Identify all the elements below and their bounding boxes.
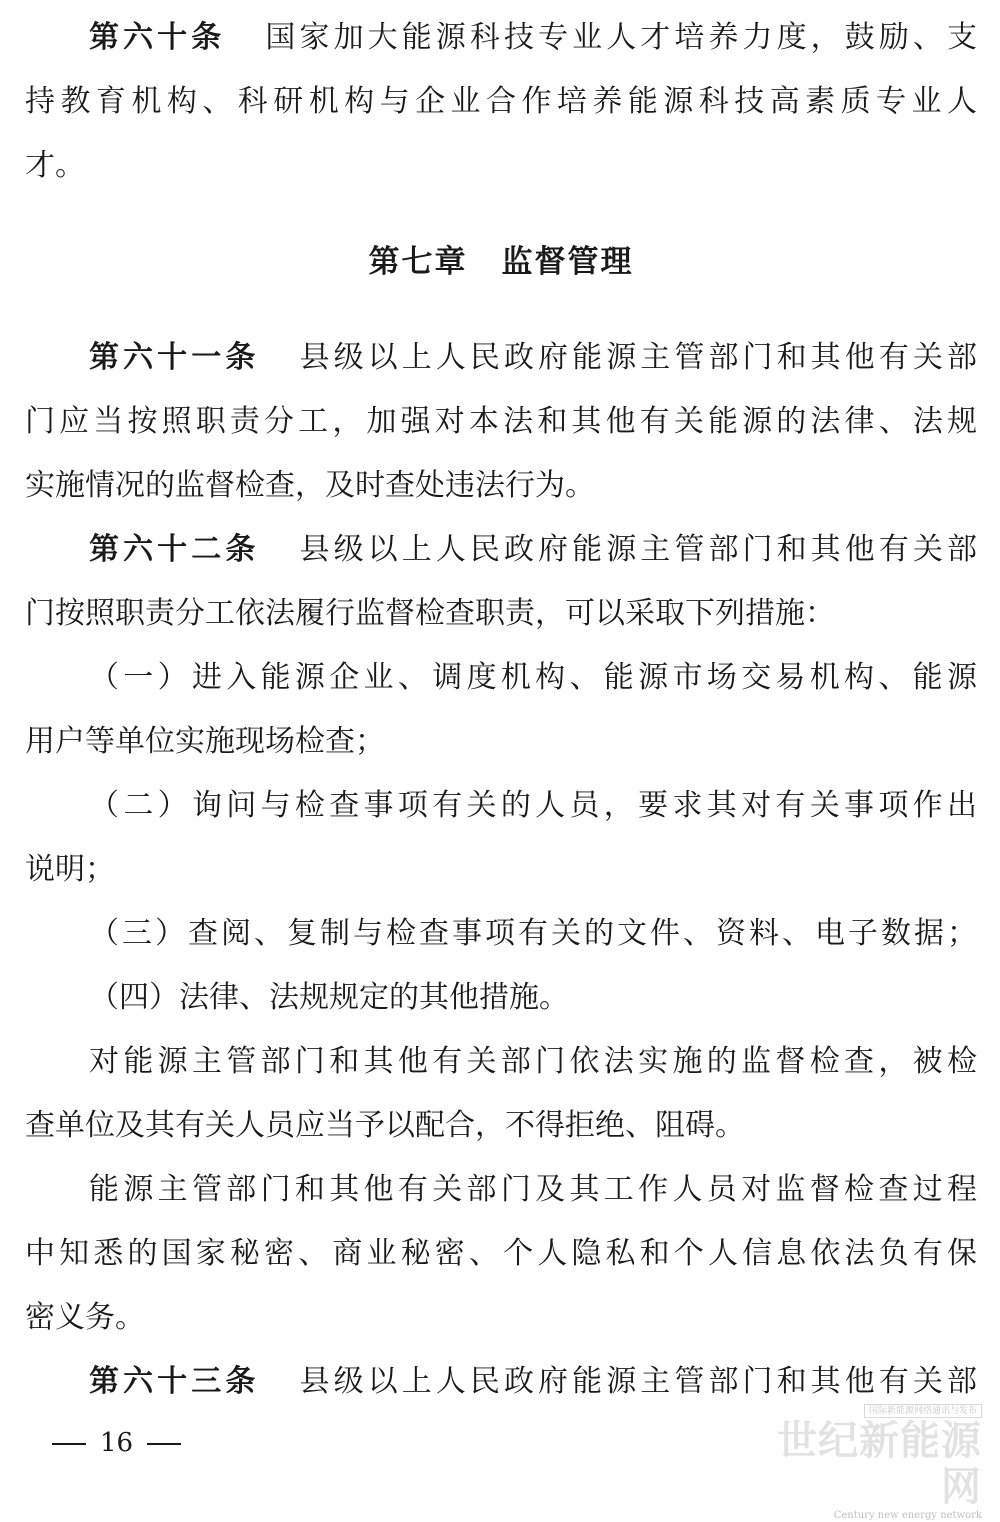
article-61-text-1: 县级以上人民政府能源主管部门和其他有关部 [295,340,978,375]
article-63-text-1: 县级以上人民政府能源主管部门和其他有关部 [295,1364,978,1399]
article-62-item-4-line-1: （四）法律、法规规定的其他措施。 [89,980,569,1015]
page-number: 16 [100,1428,134,1458]
article-61-label: 第六十一条 [89,340,260,375]
chapter-number: 第七章 [368,244,468,280]
article-62-label: 第六十二条 [89,532,260,567]
watermark-main-text: 世纪新能源网 [777,1418,982,1510]
article-60-line-2: 持教育机构、科研机构与企业合作培养能源科技高素质专业人 [25,84,977,119]
article-62-item-1-line-1: （一）进入能源企业、调度机构、能源市场交易机构、能源 [89,660,977,695]
footer-dash-right [147,1443,181,1445]
article-62-item-1-line-2: 用户等单位实施现场检查； [25,724,385,759]
page-footer [38,1428,195,1458]
article-62-line-2: 门按照职责分工依法履行监督检查职责，可以采取下列措施： [25,596,835,631]
article-62-para-3-line-2: 中知悉的国家秘密、商业秘密、个人隐私和个人信息依法负有保 [25,1236,977,1271]
article-62-para-2-line-2: 查单位及其有关人员应当予以配合，不得拒绝、阻碍。 [25,1108,745,1143]
article-60-line-1 [25,18,977,58]
article-62-item-2-line-1: （二）询问与检查事项有关的人员，要求其对有关事项作出 [89,788,977,823]
article-61-line-1 [25,338,977,378]
article-62-para-3-line-1: 能源主管部门和其他有关部门及其工作人员对监督检查过程 [89,1172,977,1207]
chapter-title: 监督管理 [501,244,634,280]
article-62-para-2-line-1: 对能源主管部门和其他有关部门依法实施的监督检查，被检 [89,1044,977,1079]
watermark-top-text: 国际新能源网络通讯与发布 [864,1404,982,1418]
article-62-para-3-line-3: 密义务。 [25,1300,145,1335]
watermark-logo [752,1398,982,1521]
article-60-label: 第六十条 [89,20,226,55]
footer-dash-left [52,1443,86,1445]
watermark-sub-text: Century new energy network [833,1510,982,1521]
article-62-item-2-line-2: 说明； [25,852,115,887]
article-62-line-1 [25,530,977,570]
article-62-text-1: 县级以上人民政府能源主管部门和其他有关部 [295,532,978,567]
article-63-line-1 [25,1362,977,1402]
article-60-line-3: 才。 [25,148,85,183]
chapter-heading [25,240,977,284]
article-62-item-3-line-1: （三）查阅、复制与检查事项有关的文件、资料、电子数据； [89,916,977,951]
article-61-line-3: 实施情况的监督检查，及时查处违法行为。 [25,468,595,503]
article-60-text-1: 国家加大能源科技专业人才培养力度，鼓励、支 [261,20,978,55]
article-61-line-2: 门应当按照职责分工，加强对本法和其他有关能源的法律、法规 [25,404,977,439]
article-63-label: 第六十三条 [89,1364,260,1399]
